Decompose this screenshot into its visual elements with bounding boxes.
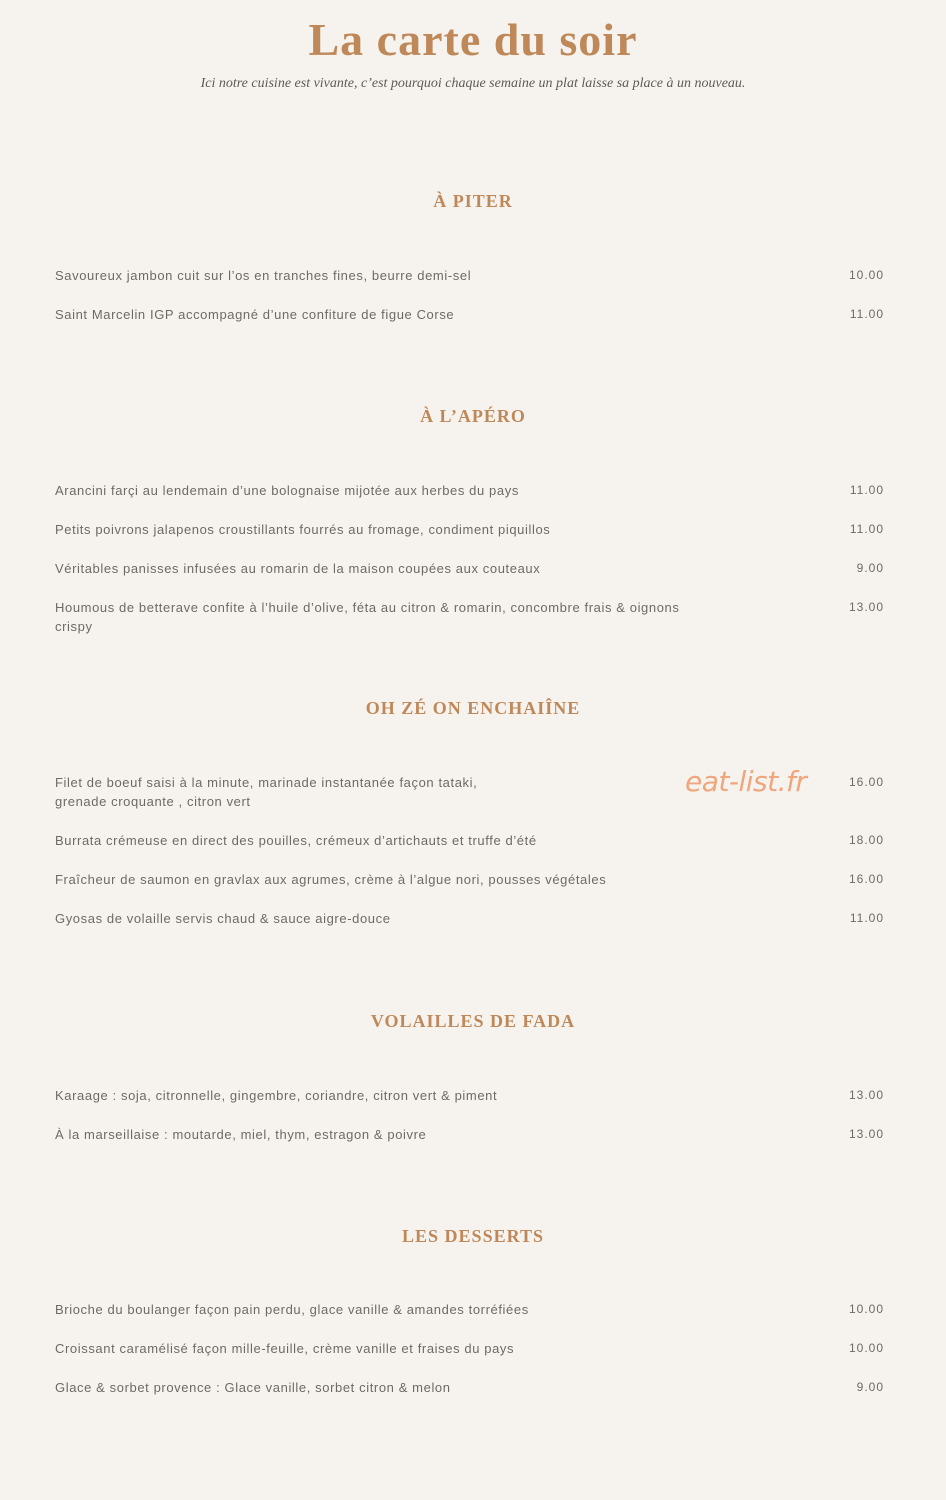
menu-item-price: 10.00 — [848, 1302, 884, 1316]
menu-item-price: 9.00 — [856, 1380, 884, 1394]
section-heading: À L’APÉRO — [420, 406, 526, 426]
menu-item-price: 11.00 — [849, 522, 884, 536]
menu-item-name: Glace & sorbet provence : Glace vanille, sorbet citron & melon — [55, 1380, 451, 1395]
menu-item-name: Fraîcheur de saumon en gravlax aux agrumes, crème à l’algue nori, pousses végétales — [55, 872, 607, 887]
menu-item-price: 10.00 — [848, 268, 884, 282]
section-heading: VOLAILLES DE FADA — [370, 1011, 576, 1031]
watermark: eat-list.fr — [685, 765, 807, 798]
page-subtitle: Ici notre cuisine est vivante, c’est pourquoi chaque semaine un plat laisse sa place à un nouveau. — [200, 76, 746, 91]
menu-item-name: Arancini farçi au lendemain d’une bolognaise mijotée aux herbes du pays — [55, 483, 519, 498]
section-heading: À PITER — [433, 191, 513, 211]
page-title: La carte du soir — [308, 14, 638, 65]
menu-item-price: 18.00 — [848, 833, 884, 847]
section-heading: OH ZÉ ON ENCHAIÎNE — [365, 698, 581, 718]
menu-item-price: 11.00 — [849, 911, 884, 925]
menu-item-name: Véritables panisses infusées au romarin de la maison coupées aux couteaux — [55, 561, 541, 576]
menu-item-name: Karaage : soja, citronnelle, gingembre, coriandre, citron vert & piment — [55, 1088, 498, 1103]
menu-item-price: 11.00 — [849, 307, 884, 321]
menu-item-price: 16.00 — [848, 872, 884, 886]
menu-item-name: Gyosas de volaille servis chaud & sauce aigre-douce — [55, 911, 391, 926]
menu-item-name: À la marseillaise : moutarde, miel, thym, estragon & poivre — [55, 1127, 427, 1142]
menu-item-price: 16.00 — [848, 775, 884, 789]
menu-item-name: Burrata crémeuse en direct des pouilles, crémeux d’artichauts et truffe d’été — [55, 833, 537, 848]
menu-item-name: Savoureux jambon cuit sur l’os en tranches fines, beurre demi-sel — [55, 268, 472, 283]
menu-item-name: Filet de boeuf saisi à la minute, marinade instantanée façon tataki, grenade croquante , citron vert — [55, 775, 478, 809]
section-heading: LES DESSERTS — [402, 1226, 544, 1246]
menu-item-name: Petits poivrons jalapenos croustillants fourrés au fromage, condiment piquillos — [55, 522, 551, 537]
menu-item-price: 9.00 — [856, 561, 884, 575]
menu-item-name: Brioche du boulanger façon pain perdu, glace vanille & amandes torréfiées — [55, 1302, 529, 1317]
menu-item-name: Houmous de betterave confite à l’huile d’olive, féta au citron & romarin, concombre frais & oignons crispy — [55, 600, 680, 634]
menu-item-price: 13.00 — [848, 1088, 884, 1102]
menu-item-price: 11.00 — [849, 483, 884, 497]
menu-item-name: Croissant caramélisé façon mille-feuille, crème vanille et fraises du pays — [55, 1341, 515, 1356]
menu-item-name: Saint Marcelin IGP accompagné d’une confiture de figue Corse — [55, 307, 455, 322]
menu-item-price: 13.00 — [848, 600, 884, 614]
menu-item-price: 13.00 — [848, 1127, 884, 1141]
menu-item-price: 10.00 — [848, 1341, 884, 1355]
